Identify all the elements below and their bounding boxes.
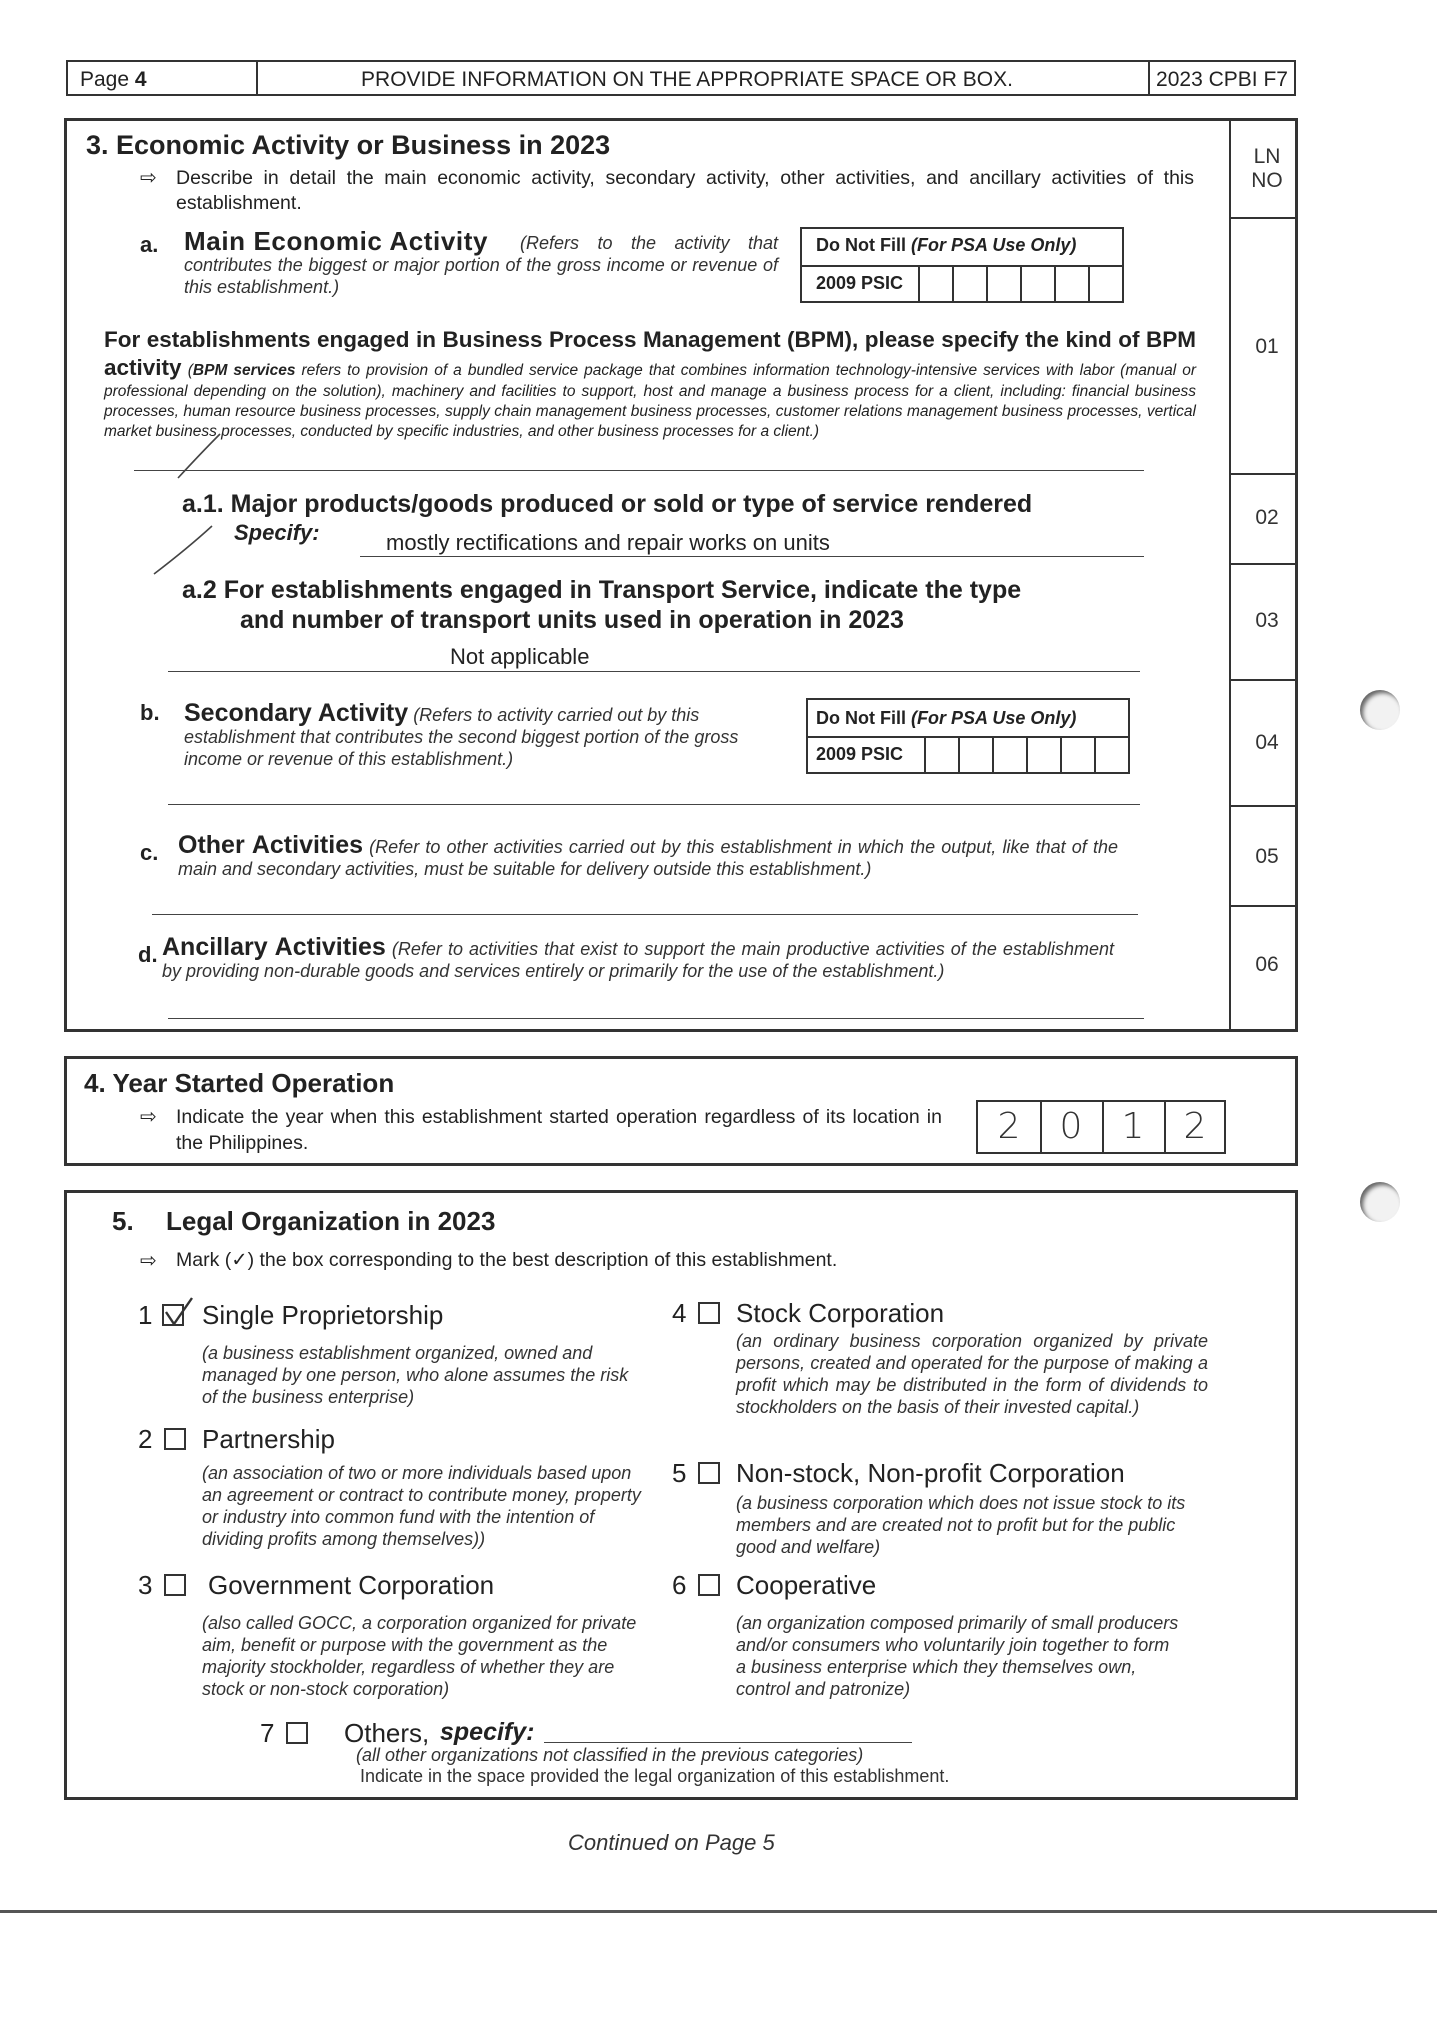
ancillary-letter: d. [138,942,158,967]
a1-answer: mostly rectifications and repair works on units [386,530,830,555]
ln-number: 01 [1255,335,1279,358]
ln-number: 04 [1255,731,1279,754]
others-specify-line[interactable] [544,1742,912,1743]
ln-number: 06 [1255,953,1279,976]
ancillary-title: Ancillary Activities [162,933,386,961]
option-desc: (an association of two or more individuals based upon an agreement or contract to contribute money, property or industry into common fund with the intention of dividing profits among themselves)) [202,1463,641,1549]
option-number: 7 [260,1718,275,1748]
ln-row-divider [1229,905,1295,907]
psa-note: (For PSA Use Only) [911,708,1077,728]
option-label: Non-stock, Non-profit Corporation [736,1458,1125,1488]
ln-row-divider [1229,679,1295,681]
option-number: 3 [138,1570,153,1600]
section-4-title: 4. Year Started Operation [84,1068,395,1098]
arrow-icon: ⇨ [140,167,157,189]
psic-cell [992,736,1028,774]
section-4-instruction: Indicate the year when this establishment started operation regardless of its location in the Philippines. [176,1106,942,1154]
header-instruction: PROVIDE INFORMATION ON THE APPROPRIATE SPACE OR BOX. [361,68,1013,91]
option-label: Partnership [202,1424,335,1454]
option-number: 2 [138,1424,153,1454]
bpm-answer-line [134,470,1144,471]
option-number: 5 [672,1458,687,1488]
page-label: Page [80,68,130,91]
option-checkbox-partnership[interactable] [164,1428,186,1450]
psic-label: 2009 PSIC [816,744,904,764]
psic-cell [958,736,994,774]
checkmark-icon [162,1294,196,1328]
psic-cells [924,736,1128,772]
section-5-instruction: Mark (✓) the box corresponding to the best description of this establishment. [176,1249,838,1271]
option-label: Stock Corporation [736,1298,945,1328]
arrow-icon: ⇨ [140,1250,157,1272]
psic-cell [924,736,960,774]
main-activity-desc [184,232,778,298]
option-label: Others, [344,1718,430,1748]
psic-cell [1094,736,1130,774]
option-checkbox-non-stock-non-profit[interactable] [698,1462,720,1484]
psa-box-main [800,227,1124,303]
ln-row-divider [1229,805,1295,807]
section-3-instruction: Describe in detail the main economic activity, secondary activity, other activities, and ancillary activities of this establishment. [176,167,1194,214]
option-checkbox-stock-corporation[interactable] [698,1302,720,1324]
secondary-letter: b. [140,700,160,725]
option-checkbox-others[interactable] [286,1722,308,1744]
psic-cell [1054,265,1090,303]
option-desc: (an ordinary business corporation organized by private persons, created and operated for the purpose of making a profit which may be distributed in the form of dividends to stockholders on the basis of their invested capital.) [736,1331,1208,1417]
ln-number: 03 [1255,609,1279,632]
secondary-title: Secondary Activity [184,699,409,727]
a1-label: a.1. Major products/goods produced or sold or type of service rendered [182,490,1033,518]
bpm-desc: (BPM services refers to provision of a bundled service package that combines information technology-intensive services with labor (manual or professional depending on the solution), machinery and facilities to support, host and manage a business process for a client, including: financial business processes, human resource business processes, supply chain management business processes, customer relations management business processes, vertical market business processes, conducted by specific industries, and other business processes for a client.) [104,362,1196,440]
psic-cells [918,265,1122,301]
option-checkbox-cooperative[interactable] [698,1574,720,1596]
psa-header-text: Do Not Fill [816,708,906,728]
psa-note: (For PSA Use Only) [911,235,1077,255]
option-label: Single Proprietorship [202,1300,444,1330]
bpm-term: BPM services [192,362,296,379]
ancillary-desc-text: (Refer to activities that exist to support the main productive activities of the establishment by providing non-durable goods and services entirely or primarily for the use of the establishment.) [162,939,1114,981]
section-5-number: 5. [112,1206,134,1236]
main-activity-letter: a. [140,232,159,257]
psa-header [816,708,1076,729]
others-specify: specify: [440,1718,535,1746]
year-digit: 2 [997,1106,1021,1147]
psic-cell [1026,736,1062,774]
other-desc-text: (Refer to other activities carried out by this establishment in which the output, like that of the main and secondary activities, must be suitable for delivery outside this establishment.) [178,837,1118,879]
psic-cell [1020,265,1056,303]
ln-number: 05 [1255,845,1279,868]
ln-row-divider [1229,217,1295,219]
bpm-block [104,326,1196,442]
psic-cell [952,265,988,303]
option-desc: (a business corporation which does not issue stock to its members and are created not to profit but for the public good and welfare) [736,1493,1186,1557]
arrow-icon: ⇨ [140,1106,157,1128]
psic-cell [918,265,954,303]
psa-header-text: Do Not Fill [816,235,906,255]
form-code: 2023 CPBI F7 [1156,68,1288,91]
year-digit: 2 [1183,1106,1207,1147]
a2-answer-line [168,671,1140,672]
binder-hole [1360,690,1400,730]
bpm-heading: For establishments engaged in Business Process Management (BPM), please specify the kind of BPM activity [104,327,1196,380]
option-label: Cooperative [736,1570,877,1600]
option-number: 1 [138,1300,153,1330]
a1-answer-line [360,556,1144,557]
pen-stroke [150,520,216,578]
main-activity-title: Main Economic Activity [184,226,489,256]
other-letter: c. [140,840,159,865]
option-desc: (an organization composed primarily of small producers and/or consumers who voluntarily join together to form a business enterprise which they themselves own, control and patronize) [736,1613,1179,1699]
ln-row-divider [1229,473,1295,475]
section-5-title: Legal Organization in 2023 [166,1206,496,1236]
year-boxes [976,1100,1226,1154]
secondary-desc [184,699,750,770]
pen-stroke [172,430,224,484]
psic-cell [986,265,1022,303]
a2-label-line1: a.2 For establishments engaged in Transport Service, indicate the type [182,576,1022,604]
ancillary-answer-line [168,1018,1144,1019]
option-number: 4 [672,1298,687,1328]
main-activity-desc-text: (Refers to the activity that contributes the biggest or major portion of the gross income or revenue of this establishment.) [184,233,778,297]
other-desc [178,831,1118,880]
section-5-footnote: Indicate in the space provided the legal organization of this establishment. [360,1766,950,1786]
psa-header [816,235,1076,256]
ln-row-divider [1229,563,1295,565]
continued-note: Continued on Page 5 [568,1830,775,1855]
ln-number: 02 [1255,506,1279,529]
psic-label: 2009 PSIC [816,273,904,293]
option-desc: (a business establishment organized, owned and managed by one person, who alone assumes the risk of the business enterprise) [202,1343,629,1407]
year-digit: 1 [1121,1106,1145,1147]
a2-answer: Not applicable [450,644,590,669]
a1-specify: Specify: [234,520,320,545]
option-number: 6 [672,1570,687,1600]
other-answer-line [152,914,1138,915]
ln-column-divider [1229,121,1231,1029]
psic-cell [1088,265,1124,303]
option-label: Government Corporation [208,1570,495,1600]
psic-cell [1060,736,1096,774]
page-bottom-rule [0,1910,1437,1913]
page-number-label [80,68,147,92]
secondary-answer-line [168,804,1140,805]
option-checkbox-government-corporation[interactable] [164,1574,186,1596]
option-desc: (all other organizations not classified in the previous categories) [356,1745,864,1765]
year-digit: 0 [1059,1106,1083,1147]
ancillary-desc [162,933,1114,982]
psa-box-secondary [806,698,1130,774]
a2-label-line2: and number of transport units used in operation in 2023 [240,606,904,634]
bpm-desc-text: refers to provision of a bundled service package that combines information technology-intensive services with labor (manual or professional depending on the solution), machinery and facilities to support, host and manage a business process for a client, including: financial business processes, human resource business processes, supply chain management business processes, customer relations management business processes, vertical market business processes, conducted by specific industries, and other business processes for a client.) [104,362,1196,440]
page-header [66,60,1296,96]
binder-hole [1360,1182,1400,1222]
section-3-title: 3. Economic Activity or Business in 2023 [86,130,611,160]
ln-no-header: LN NO [1251,145,1283,192]
option-desc: (also called GOCC, a corporation organized for private aim, benefit or purpose with the government as the majority stockholder, regardless of whether they are stock or non-stock corporation) [202,1613,637,1699]
other-title: Other Activities [178,831,364,859]
secondary-desc-text: (Refers to activity carried out by this establishment that contributes the second biggest portion of the gross income or revenue of this establishment.) [184,705,739,769]
page-number: 4 [134,68,147,91]
